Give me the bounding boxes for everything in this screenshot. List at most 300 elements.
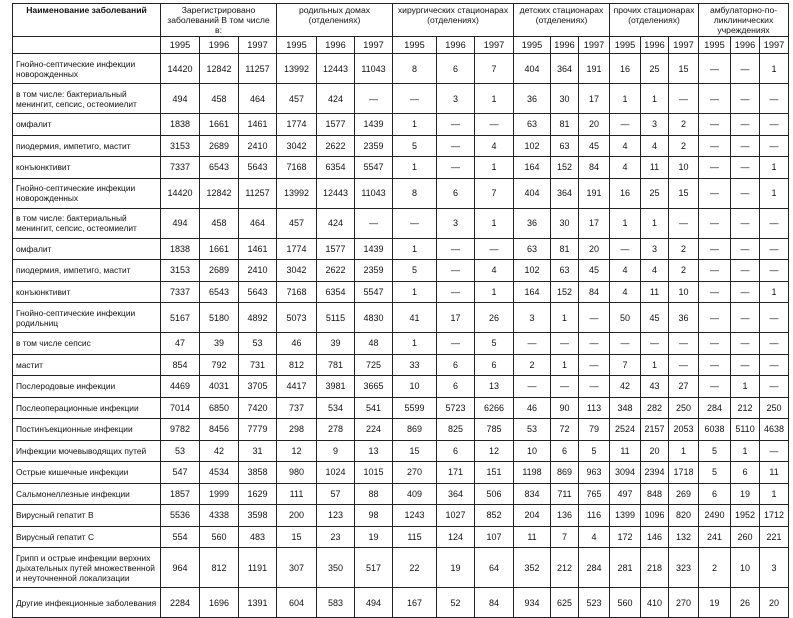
- table-cell: 221: [760, 526, 789, 548]
- table-cell: —: [760, 260, 789, 282]
- table-cell: 6543: [200, 157, 239, 179]
- table-cell: —: [699, 303, 731, 333]
- table-cell: 5547: [355, 281, 393, 303]
- table-cell: 5547: [355, 157, 393, 179]
- table-cell: 19: [437, 548, 475, 588]
- table-cell: 20: [760, 588, 789, 618]
- table-row: [13, 505, 789, 527]
- table-cell: 1439: [355, 238, 393, 260]
- table-cell: 404: [514, 54, 551, 84]
- table-cell: 250: [669, 397, 699, 419]
- year-header: 1995: [393, 37, 437, 54]
- table-cell: 7168: [277, 157, 317, 179]
- table-cell: 12842: [200, 178, 239, 208]
- table-cell: 6: [437, 178, 475, 208]
- table-cell: —: [731, 84, 760, 114]
- table-cell: —: [699, 54, 731, 84]
- table-cell: 4031: [200, 376, 239, 398]
- table-cell: 3: [437, 84, 475, 114]
- table-cell: 934: [514, 588, 551, 618]
- header-row: [13, 4, 789, 37]
- table-cell: 348: [610, 397, 641, 419]
- year-header: 1995: [699, 37, 731, 54]
- year-header: 1995: [161, 37, 200, 54]
- table-cell: —: [641, 333, 669, 355]
- table-cell: 5643: [239, 157, 277, 179]
- table-cell: 2622: [317, 260, 355, 282]
- table-cell: 132: [669, 526, 699, 548]
- table-cell: —: [669, 208, 699, 238]
- table-cell: 212: [731, 397, 760, 419]
- table-row: [13, 419, 789, 441]
- table-cell: 1838: [161, 114, 200, 136]
- table-cell: 1027: [437, 505, 475, 527]
- table-cell: 1: [641, 354, 669, 376]
- table-cell: —: [731, 281, 760, 303]
- table-cell: 13992: [277, 54, 317, 84]
- table-cell: 1096: [641, 505, 669, 527]
- table-cell: 36: [514, 208, 551, 238]
- table-cell: 523: [579, 588, 610, 618]
- table-cell: 3665: [355, 376, 393, 398]
- table-cell: 1: [610, 208, 641, 238]
- table-cell: —: [760, 114, 789, 136]
- table-cell: 1: [731, 440, 760, 462]
- table-cell: —: [760, 84, 789, 114]
- table-cell: 848: [641, 483, 669, 505]
- year-header: 1997: [669, 37, 699, 54]
- disease-name: Гнойно-септические инфекции родильниц: [13, 303, 161, 333]
- table-cell: —: [760, 333, 789, 355]
- table-cell: 2284: [161, 588, 200, 618]
- table-cell: 11257: [239, 54, 277, 84]
- table-cell: 167: [393, 588, 437, 618]
- table-cell: 46: [277, 333, 317, 355]
- table-cell: 11: [641, 157, 669, 179]
- table-cell: 3: [437, 208, 475, 238]
- table-cell: 560: [610, 588, 641, 618]
- table-cell: 102: [514, 260, 551, 282]
- table-cell: 152: [551, 281, 579, 303]
- table-cell: 364: [551, 178, 579, 208]
- table-cell: 102: [514, 135, 551, 157]
- table-cell: 1: [610, 84, 641, 114]
- table-cell: 53: [161, 440, 200, 462]
- table-cell: 6: [437, 54, 475, 84]
- table-cell: 250: [760, 397, 789, 419]
- table-cell: 124: [437, 526, 475, 548]
- table-cell: 146: [641, 526, 669, 548]
- table-cell: 1: [393, 157, 437, 179]
- table-cell: —: [731, 135, 760, 157]
- table-cell: 116: [579, 505, 610, 527]
- table-cell: 464: [239, 208, 277, 238]
- table-cell: 12443: [317, 178, 355, 208]
- table-cell: 19: [355, 526, 393, 548]
- table-row: [13, 260, 789, 282]
- table-cell: 33: [393, 354, 437, 376]
- table-cell: 63: [551, 135, 579, 157]
- table-cell: 204: [514, 505, 551, 527]
- table-cell: 725: [355, 354, 393, 376]
- disease-name: Постинъекционные инфекции: [13, 419, 161, 441]
- table-cell: 404: [514, 178, 551, 208]
- table-cell: 48: [355, 333, 393, 355]
- table-cell: 1461: [239, 238, 277, 260]
- header-outpatient: амбулаторно-по-ликлинических учреждениях: [699, 4, 789, 37]
- infections-table: [12, 3, 789, 618]
- table-cell: —: [760, 238, 789, 260]
- table-cell: 45: [641, 303, 669, 333]
- table-cell: 6354: [317, 157, 355, 179]
- table-cell: 5643: [239, 281, 277, 303]
- table-cell: 1: [641, 208, 669, 238]
- table-cell: 4: [641, 135, 669, 157]
- table-cell: 41: [393, 303, 437, 333]
- table-cell: 81: [551, 114, 579, 136]
- table-row: [13, 440, 789, 462]
- table-cell: 494: [161, 84, 200, 114]
- table-cell: 1577: [317, 238, 355, 260]
- table-cell: 19: [699, 588, 731, 618]
- table-cell: 3042: [277, 135, 317, 157]
- table-cell: —: [699, 84, 731, 114]
- table-cell: —: [437, 135, 475, 157]
- year-header: 1996: [551, 37, 579, 54]
- table-cell: 8456: [200, 419, 239, 441]
- table-cell: 1661: [200, 114, 239, 136]
- table-cell: 2490: [699, 505, 731, 527]
- table-cell: 63: [514, 238, 551, 260]
- table-cell: 11: [610, 440, 641, 462]
- table-cell: 284: [579, 548, 610, 588]
- table-cell: 81: [551, 238, 579, 260]
- table-cell: 84: [579, 157, 610, 179]
- table-cell: 11: [514, 526, 551, 548]
- table-cell: 1: [393, 333, 437, 355]
- table-cell: 1439: [355, 114, 393, 136]
- table-cell: 1577: [317, 114, 355, 136]
- table-cell: 494: [161, 208, 200, 238]
- table-cell: —: [610, 114, 641, 136]
- table-cell: 8: [393, 178, 437, 208]
- table-cell: 554: [161, 526, 200, 548]
- table-cell: 20: [579, 238, 610, 260]
- table-cell: 506: [475, 483, 514, 505]
- table-cell: —: [731, 157, 760, 179]
- disease-name: пиодермия, импетиго, мастит: [13, 135, 161, 157]
- table-cell: 212: [551, 548, 579, 588]
- table-cell: 1952: [731, 505, 760, 527]
- table-cell: —: [437, 114, 475, 136]
- table-cell: —: [514, 376, 551, 398]
- disease-name: Грипп и острые инфекции верхних дыхательных путей множественной и неуточненной локализации: [13, 548, 161, 588]
- table-cell: 4469: [161, 376, 200, 398]
- table-cell: 6266: [475, 397, 514, 419]
- table-cell: 792: [200, 354, 239, 376]
- table-cell: 12: [475, 440, 514, 462]
- table-cell: 5180: [200, 303, 239, 333]
- table-cell: 1: [475, 281, 514, 303]
- table-cell: —: [437, 281, 475, 303]
- table-cell: 1198: [514, 462, 551, 484]
- table-cell: 1: [731, 376, 760, 398]
- table-cell: 36: [669, 303, 699, 333]
- table-cell: 1774: [277, 238, 317, 260]
- disease-name: Инфекции мочевыводящих путей: [13, 440, 161, 462]
- table-cell: 5: [699, 462, 731, 484]
- table-cell: 1999: [200, 483, 239, 505]
- table-cell: 2410: [239, 135, 277, 157]
- table-cell: 151: [475, 462, 514, 484]
- table-cell: —: [699, 208, 731, 238]
- table-cell: 2622: [317, 135, 355, 157]
- disease-name: Вирусный гепатит В: [13, 505, 161, 527]
- table-cell: 4830: [355, 303, 393, 333]
- table-cell: 123: [317, 505, 355, 527]
- table-cell: 64: [475, 548, 514, 588]
- table-cell: —: [579, 354, 610, 376]
- table-cell: 270: [669, 588, 699, 618]
- table-row: [13, 397, 789, 419]
- table-cell: 72: [551, 419, 579, 441]
- table-cell: 350: [317, 548, 355, 588]
- table-cell: 6038: [699, 419, 731, 441]
- table-cell: 164: [514, 281, 551, 303]
- table-cell: 270: [393, 462, 437, 484]
- table-cell: 19: [731, 483, 760, 505]
- table-cell: 2: [669, 135, 699, 157]
- table-cell: 869: [393, 419, 437, 441]
- table-cell: 583: [317, 588, 355, 618]
- table-cell: —: [699, 238, 731, 260]
- table-cell: —: [731, 260, 760, 282]
- table-cell: 88: [355, 483, 393, 505]
- table-cell: 6: [731, 462, 760, 484]
- table-cell: 1: [475, 84, 514, 114]
- table-cell: 269: [669, 483, 699, 505]
- table-cell: 7014: [161, 397, 200, 419]
- table-cell: 171: [437, 462, 475, 484]
- table-cell: 711: [551, 483, 579, 505]
- table-cell: 12842: [200, 54, 239, 84]
- table-cell: —: [579, 376, 610, 398]
- table-cell: 464: [239, 84, 277, 114]
- table-cell: 12443: [317, 54, 355, 84]
- table-cell: 3598: [239, 505, 277, 527]
- table-cell: 458: [200, 208, 239, 238]
- table-row: [13, 178, 789, 208]
- table-cell: 1: [393, 238, 437, 260]
- table-cell: 1629: [239, 483, 277, 505]
- table-cell: 409: [393, 483, 437, 505]
- table-cell: —: [760, 440, 789, 462]
- table-cell: 3: [514, 303, 551, 333]
- year-header: 1997: [239, 37, 277, 54]
- table-cell: 282: [641, 397, 669, 419]
- table-cell: 8: [393, 54, 437, 84]
- table-cell: 7779: [239, 419, 277, 441]
- table-cell: —: [551, 376, 579, 398]
- table-cell: 25: [641, 178, 669, 208]
- table-cell: 1399: [610, 505, 641, 527]
- header-registered: Зарегистрировано заболеваний В том числе в:: [161, 4, 277, 37]
- table-cell: 15: [669, 178, 699, 208]
- table-cell: 5536: [161, 505, 200, 527]
- table-cell: —: [731, 54, 760, 84]
- disease-name: в том числе: бактериальный менингит, сепсис, остеомиелит: [13, 84, 161, 114]
- table-cell: 2524: [610, 419, 641, 441]
- table-cell: 4: [579, 526, 610, 548]
- table-cell: 2689: [200, 135, 239, 157]
- table-cell: 541: [355, 397, 393, 419]
- table-cell: 6: [475, 354, 514, 376]
- disease-name: Послеродовые инфекции: [13, 376, 161, 398]
- disease-name: омфалит: [13, 238, 161, 260]
- table-cell: 42: [200, 440, 239, 462]
- table-cell: 812: [200, 548, 239, 588]
- table-cell: 3: [760, 548, 789, 588]
- table-cell: 111: [277, 483, 317, 505]
- table-cell: —: [699, 135, 731, 157]
- table-cell: 4: [641, 260, 669, 282]
- year-row: [13, 37, 789, 54]
- disease-name: Сальмонеллезные инфекции: [13, 483, 161, 505]
- table-cell: 17: [579, 208, 610, 238]
- year-header: 1996: [317, 37, 355, 54]
- table-cell: 4: [610, 281, 641, 303]
- table-cell: 90: [551, 397, 579, 419]
- table-cell: 3981: [317, 376, 355, 398]
- table-cell: 50: [610, 303, 641, 333]
- table-cell: 1: [393, 114, 437, 136]
- table-cell: 625: [551, 588, 579, 618]
- table-cell: —: [699, 260, 731, 282]
- table-cell: 152: [551, 157, 579, 179]
- table-cell: 6850: [200, 397, 239, 419]
- table-cell: 834: [514, 483, 551, 505]
- disease-name: Вирусный гепатит С: [13, 526, 161, 548]
- table-cell: 11043: [355, 178, 393, 208]
- table-cell: —: [437, 157, 475, 179]
- table-cell: 1661: [200, 238, 239, 260]
- year-header: 1996: [200, 37, 239, 54]
- header-disease-name: Наименование заболеваний: [13, 4, 161, 37]
- table-cell: 10: [669, 157, 699, 179]
- table-cell: 494: [355, 588, 393, 618]
- table-cell: 781: [317, 354, 355, 376]
- table-cell: —: [731, 114, 760, 136]
- table-cell: —: [699, 376, 731, 398]
- table-cell: 2053: [669, 419, 699, 441]
- table-cell: —: [760, 303, 789, 333]
- table-cell: 3153: [161, 260, 200, 282]
- table-cell: 457: [277, 84, 317, 114]
- table-row: [13, 526, 789, 548]
- table-cell: 5: [475, 333, 514, 355]
- year-header: 1995: [277, 37, 317, 54]
- table-cell: 2: [669, 238, 699, 260]
- table-cell: 1243: [393, 505, 437, 527]
- table-cell: 5: [699, 440, 731, 462]
- table-row: [13, 548, 789, 588]
- header-surgical: хирургических стационарах (отделениях): [393, 4, 514, 37]
- table-cell: 6: [437, 440, 475, 462]
- table-cell: —: [437, 238, 475, 260]
- table-cell: —: [551, 333, 579, 355]
- table-cell: —: [731, 354, 760, 376]
- table-row: [13, 462, 789, 484]
- table-cell: 11043: [355, 54, 393, 84]
- table-cell: 98: [355, 505, 393, 527]
- table-cell: 15: [277, 526, 317, 548]
- table-cell: 20: [641, 440, 669, 462]
- table-cell: 107: [475, 526, 514, 548]
- table-cell: 39: [317, 333, 355, 355]
- table-cell: —: [699, 178, 731, 208]
- table-row: [13, 281, 789, 303]
- table-cell: 964: [161, 548, 200, 588]
- table-cell: 7168: [277, 281, 317, 303]
- table-cell: 13: [355, 440, 393, 462]
- table-cell: 1712: [760, 505, 789, 527]
- table-cell: —: [393, 84, 437, 114]
- table-cell: 7: [475, 54, 514, 84]
- table-cell: 14420: [161, 54, 200, 84]
- table-cell: 2394: [641, 462, 669, 484]
- year-header: 1997: [579, 37, 610, 54]
- table-cell: 2: [669, 260, 699, 282]
- table-cell: 852: [475, 505, 514, 527]
- table-cell: 39: [200, 333, 239, 355]
- table-cell: —: [475, 238, 514, 260]
- table-cell: —: [760, 354, 789, 376]
- year-header: 1995: [610, 37, 641, 54]
- table-cell: 84: [475, 588, 514, 618]
- table-cell: 1774: [277, 114, 317, 136]
- table-cell: 25: [641, 54, 669, 84]
- table-cell: 1015: [355, 462, 393, 484]
- table-cell: 731: [239, 354, 277, 376]
- table-cell: 16: [610, 178, 641, 208]
- disease-name: Послеоперационные инфекции: [13, 397, 161, 419]
- table-row: [13, 303, 789, 333]
- table-cell: 10: [669, 281, 699, 303]
- table-cell: 281: [610, 548, 641, 588]
- table-cell: 6: [437, 354, 475, 376]
- table-cell: 869: [551, 462, 579, 484]
- table-row: [13, 333, 789, 355]
- table-cell: —: [699, 281, 731, 303]
- table-cell: 15: [393, 440, 437, 462]
- table-cell: 57: [317, 483, 355, 505]
- table-cell: 5: [579, 440, 610, 462]
- table-cell: —: [731, 178, 760, 208]
- table-cell: 5599: [393, 397, 437, 419]
- table-cell: 260: [731, 526, 760, 548]
- table-cell: 1838: [161, 238, 200, 260]
- table-cell: 1696: [200, 588, 239, 618]
- table-cell: —: [760, 135, 789, 157]
- table-cell: 164: [514, 157, 551, 179]
- table-cell: 84: [579, 281, 610, 303]
- disease-name: мастит: [13, 354, 161, 376]
- table-cell: 3705: [239, 376, 277, 398]
- table-cell: 1: [551, 354, 579, 376]
- table-cell: 980: [277, 462, 317, 484]
- table-cell: 13: [475, 376, 514, 398]
- table-cell: 7337: [161, 281, 200, 303]
